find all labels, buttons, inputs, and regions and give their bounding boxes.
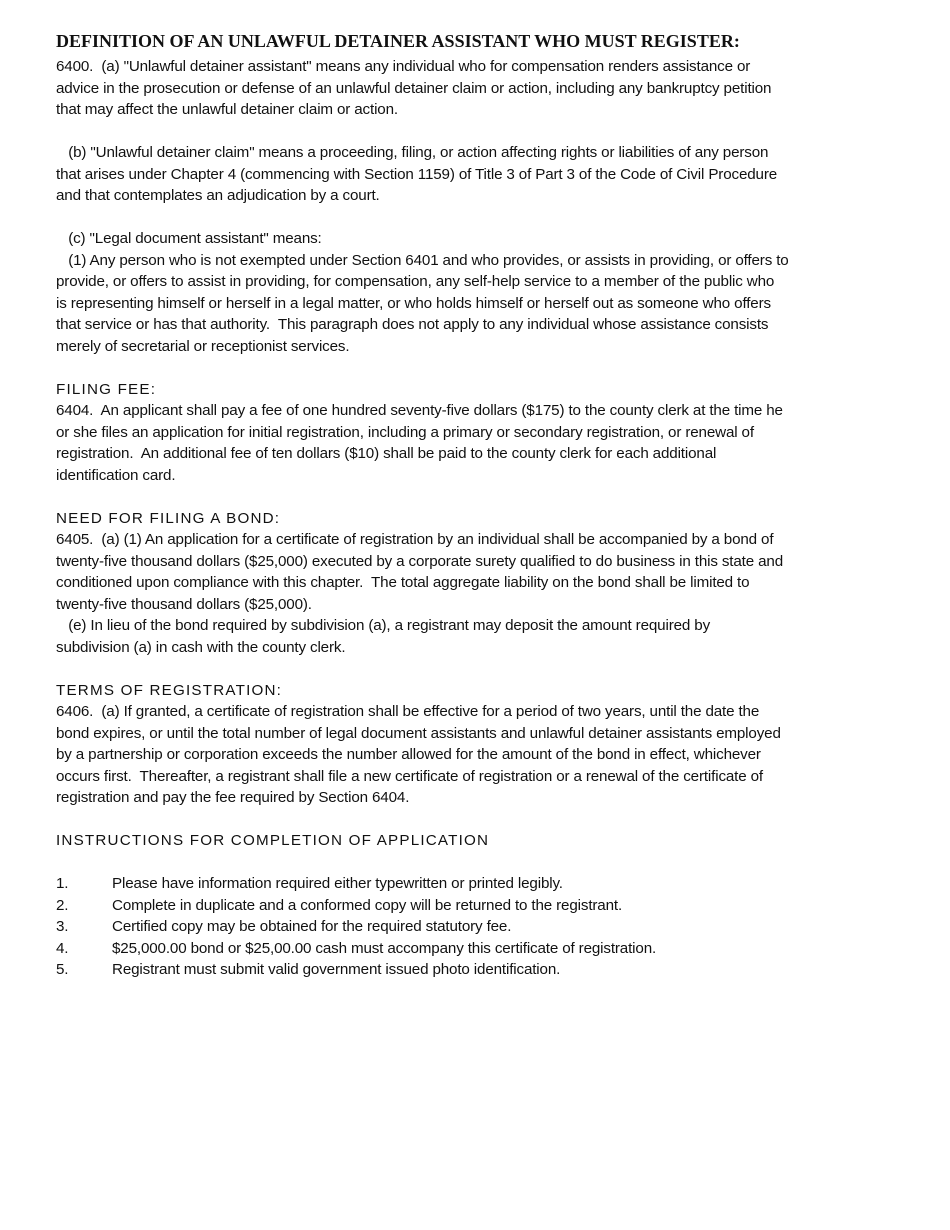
item-text: Please have information required either typewritten or printed legibly. bbox=[112, 875, 563, 892]
list-item bbox=[56, 873, 916, 895]
item-number: 1. bbox=[56, 875, 69, 892]
item-number: 2. bbox=[56, 896, 69, 914]
bond-heading: NEED FOR FILING A BOND: bbox=[56, 509, 281, 527]
list-item bbox=[56, 916, 916, 938]
filing-fee-heading: FILING FEE: bbox=[56, 380, 157, 398]
page-title: DEFINITION OF AN UNLAWFUL DETAINER ASSISTANT WHO MUST REGISTER: bbox=[56, 31, 740, 51]
section-6400b: (b) "Unlawful detainer claim" means a proceeding, filing, or action affecting rights or liabilities of any person that arises under Chapter 4 (commencing with Section 1159) of Title 3 of Part 3 of the Code of Civil Procedure and that contemplates an adjudication by a court. bbox=[56, 144, 778, 204]
item-number: 4. bbox=[56, 939, 69, 957]
instructions-heading: INSTRUCTIONS FOR COMPLETION OF APPLICATION bbox=[56, 832, 490, 849]
instructions-list bbox=[56, 873, 916, 981]
terms-heading: TERMS OF REGISTRATION: bbox=[56, 681, 283, 699]
item-number: 5. bbox=[56, 961, 69, 978]
item-text: Certified copy may be obtained for the required statutory fee. bbox=[112, 918, 512, 935]
list-item bbox=[56, 959, 916, 981]
item-text: $25,000.00 bond or $25,00.00 cash must accompany this certificate of registration. bbox=[112, 939, 657, 957]
section-6400c: (c) "Legal document assistant" means: (1) Any person who is not exempted under Section 6401 and who provides, or assists in providing, or offers to provide, or offers to assist in providing, for compensation, any self-help service to a member of the public who is representing himself or herself in a legal matter, or who holds himself or herself out as someone who offers that service or has that authority. This paragraph does not apply to any individual whose assistance consists merely of secretarial or receptionist services. bbox=[56, 230, 789, 355]
list-item bbox=[56, 938, 916, 960]
item-text: Registrant must submit valid government issued photo identification. bbox=[112, 961, 561, 978]
filing-fee-text: 6404. An applicant shall pay a fee of one hundred seventy-five dollars ($175) to the county clerk at the time he or she files an application for initial registration, including a primary or secondary registration, or renewal of registration. An additional fee of ten dollars ($10) shall be paid to the county clerk for each additional identification card. bbox=[56, 402, 783, 484]
bond-text: 6405. (a) (1) An application for a certificate of registration by an individual shall be accompanied by a bond of twenty-five thousand dollars ($25,000) executed by a corporate surety qualified to do business in this state and conditioned upon compliance with this chapter. The total aggregate liability on the bond shall be limited to twenty-five thousand dollars ($25,000). (e) In lieu of the bond required by subdivision (a), a registrant may deposit the amount required by subdivision (a) in cash with the county clerk. bbox=[56, 531, 783, 656]
list-item bbox=[56, 895, 916, 917]
terms-text: 6406. (a) If granted, a certificate of registration shall be effective for a period of two years, until the date the bond expires, or until the total number of legal document assistants and unlawful detainer assistants employed by a partnership or corporation exceeds the number allowed for the amount of the bond in effect, whichever occurs first. Thereafter, a registrant shall file a new certificate of registration or a renewal of the certificate of registration and pay the fee required by Section 6404. bbox=[56, 703, 781, 806]
document-page bbox=[56, 30, 916, 981]
item-text: Complete in duplicate and a conformed copy will be returned to the registrant. bbox=[112, 896, 623, 914]
section-6400a: 6400. (a) "Unlawful detainer assistant" means any individual who for compensation renders assistance or advice in the prosecution or defense of an unlawful detainer claim or action, including any bankruptcy petition that may affect the unlawful detainer claim or action. bbox=[56, 58, 772, 118]
item-number: 3. bbox=[56, 918, 69, 935]
